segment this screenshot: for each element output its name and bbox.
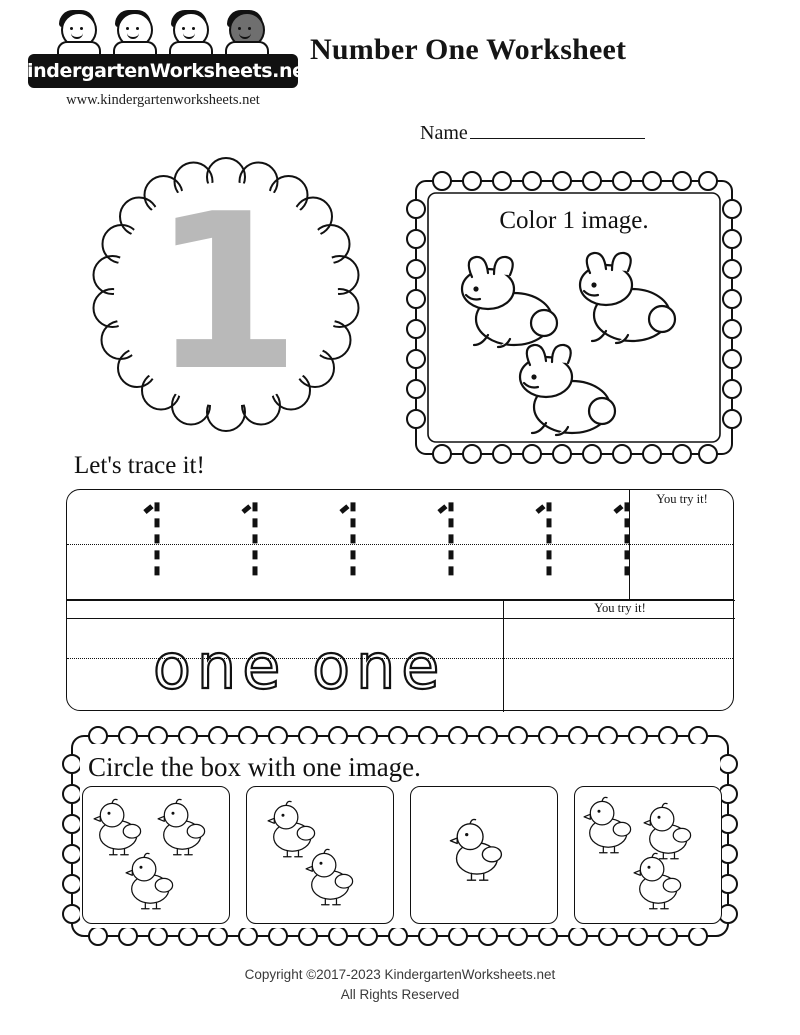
trace-activity-label: Let's trace it! bbox=[74, 452, 205, 479]
circle-activity-instruction: Circle the box with one image. bbox=[88, 752, 421, 782]
answer-box-2[interactable] bbox=[246, 786, 394, 924]
answer-box-4[interactable] bbox=[574, 786, 722, 924]
answer-box-3[interactable] bbox=[410, 786, 558, 924]
copyright-text: Copyright ©2017-2023 KindergartenWorksheets.net bbox=[244, 967, 556, 982]
answer-box-1[interactable] bbox=[82, 786, 230, 924]
numeral-you-try-label: You try it! bbox=[656, 492, 708, 506]
answer-box-row bbox=[82, 786, 722, 926]
name-label: Name bbox=[420, 122, 468, 144]
trace-activity-box[interactable] bbox=[66, 489, 734, 711]
word-trace-text: one one bbox=[153, 630, 446, 703]
name-input-line[interactable] bbox=[470, 124, 645, 139]
name-field bbox=[420, 122, 645, 145]
page-title: Number One Worksheet bbox=[310, 33, 627, 66]
color-activity-box bbox=[398, 165, 750, 470]
color-activity-instruction: Color 1 image. bbox=[499, 207, 649, 234]
page-header bbox=[0, 0, 800, 144]
traced-numerals bbox=[67, 490, 735, 600]
logo-wordmark-text: KindergartenWorksheets.net bbox=[12, 60, 314, 82]
circle-activity-section bbox=[58, 724, 742, 948]
word-you-try-label: You try it! bbox=[594, 601, 646, 615]
logo-wordmark bbox=[12, 54, 314, 88]
numeral-one: 1 bbox=[151, 166, 301, 418]
site-logo[interactable] bbox=[12, 10, 314, 130]
rights-text: All Rights Reserved bbox=[340, 986, 460, 1002]
numeral-display-badge bbox=[92, 142, 360, 456]
page-footer bbox=[0, 965, 800, 1004]
site-url: www.kindergartenworksheets.net bbox=[66, 92, 260, 108]
word-you-try-cell[interactable] bbox=[503, 600, 735, 712]
